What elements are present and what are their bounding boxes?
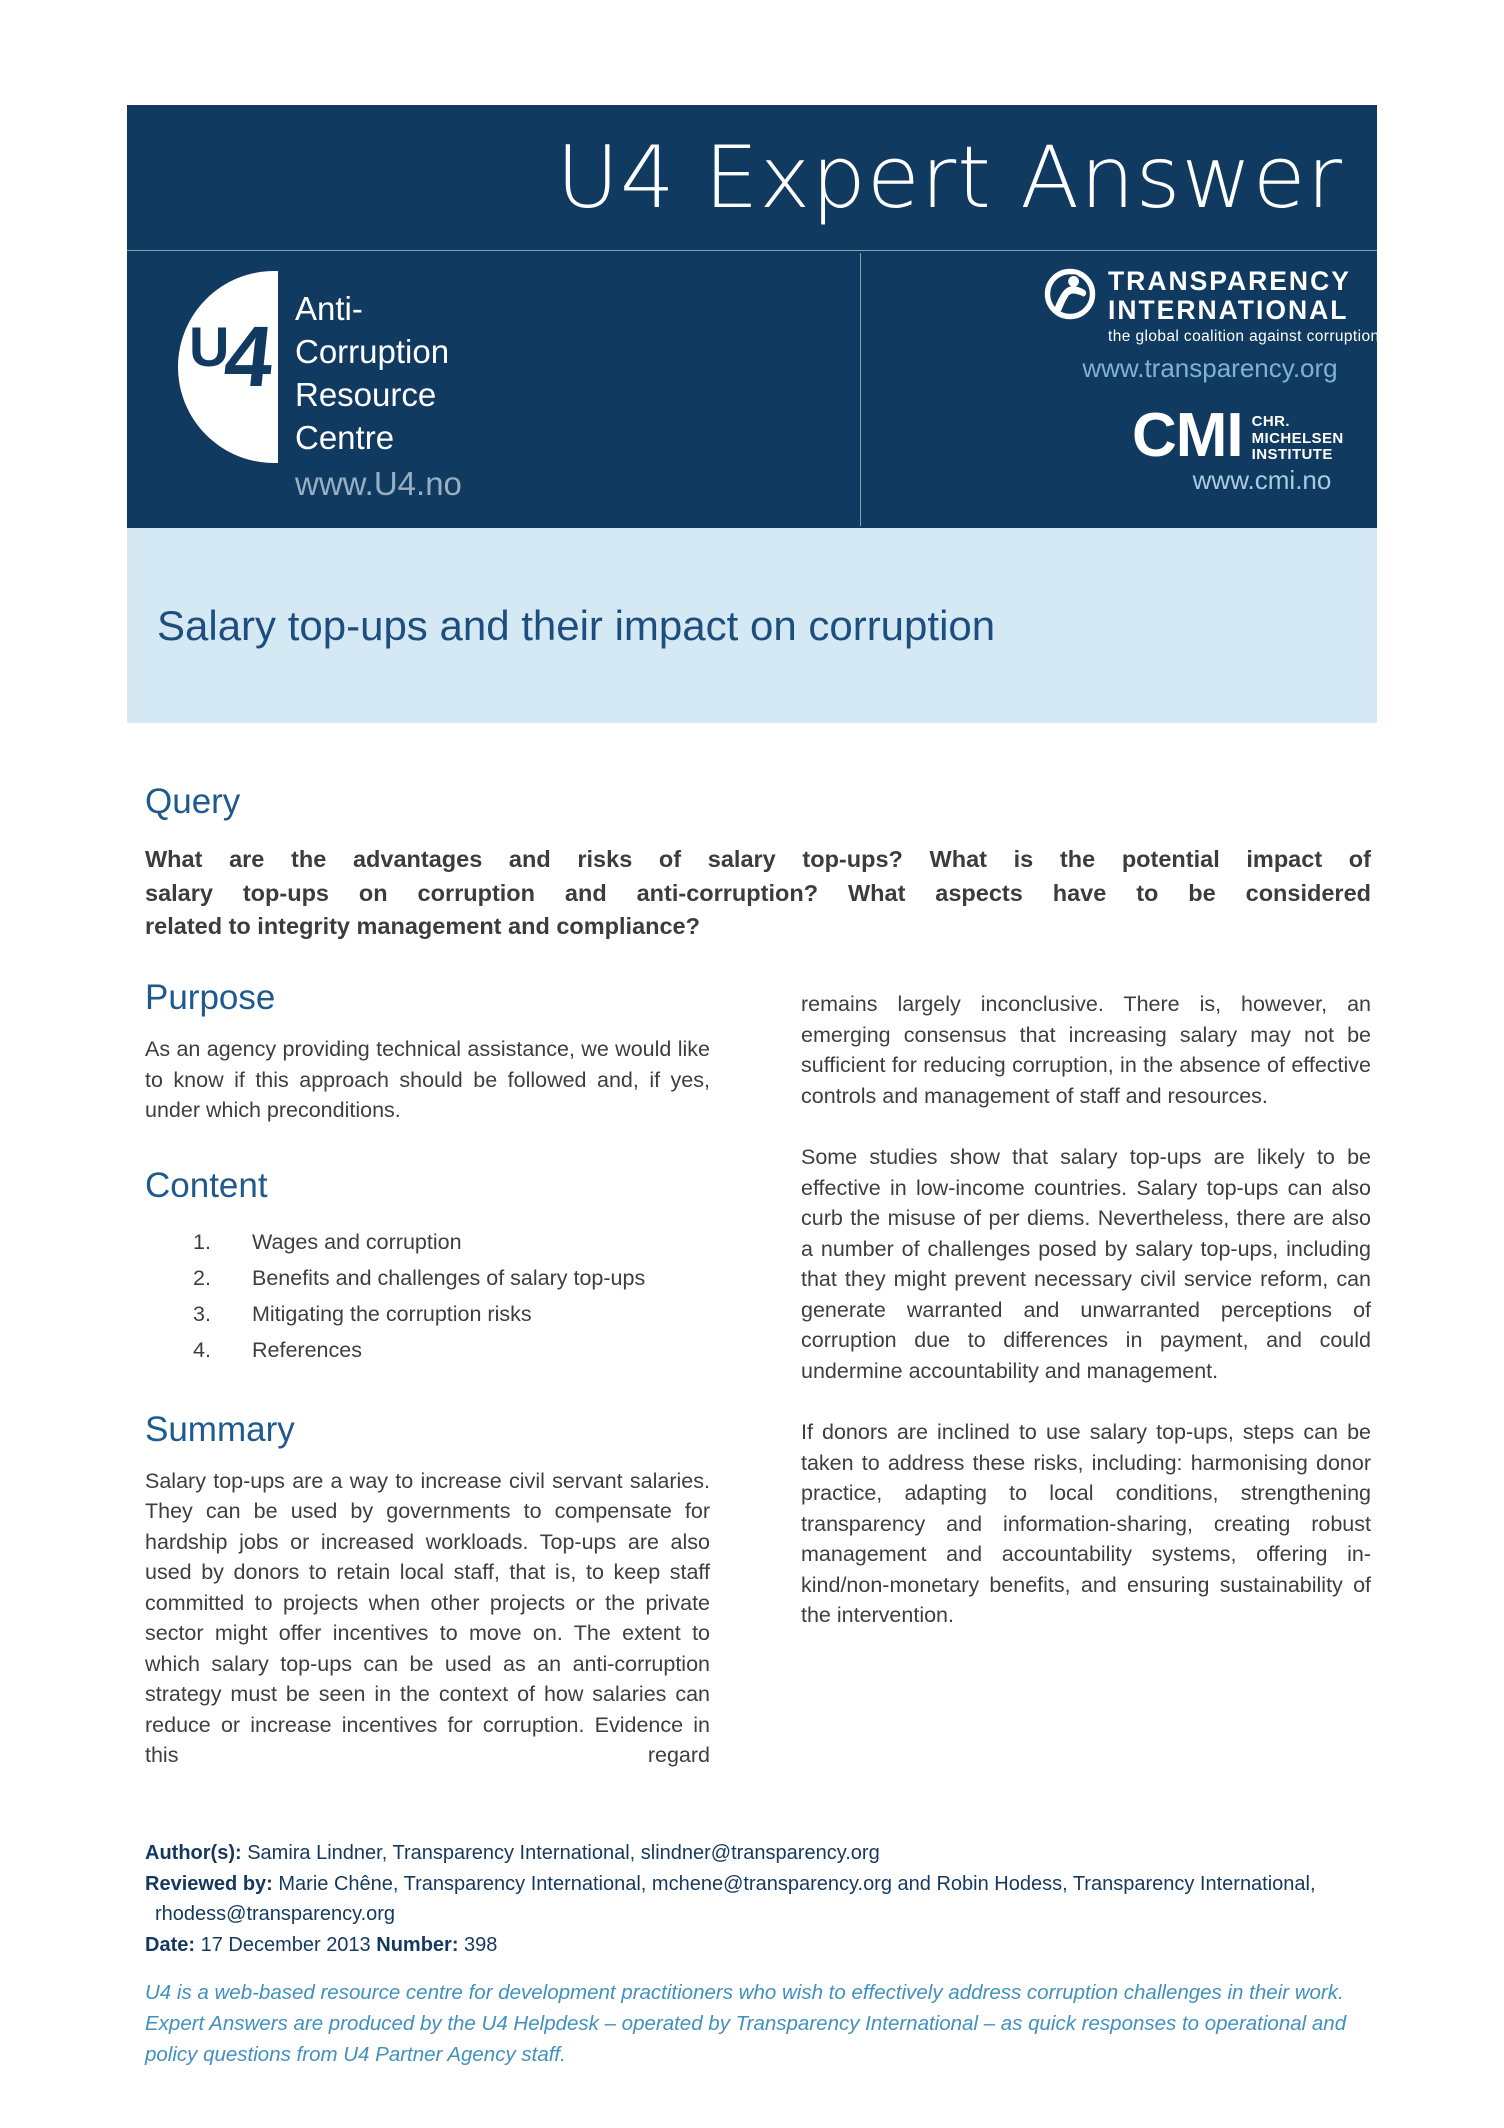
document-title: Salary top-ups and their impact on corruption [157,601,996,649]
list-item [145,1296,710,1332]
u4-logo-wordmark [295,287,462,505]
content-heading: Content [145,1165,268,1205]
date-number-line [145,1930,1375,1961]
list-item [145,1260,710,1296]
author-line [145,1838,1375,1869]
u4-logo-monogram [189,309,279,405]
list-item-label: References [252,1337,362,1362]
author-value: Samira Lindner, Transparency International, slindner@transparency.org [241,1842,880,1864]
content-list [145,1224,710,1368]
left-column [145,976,710,1771]
u4-word-line: Corruption [295,333,450,370]
list-item [145,1332,710,1368]
cmi-name-line: MICHELSEN [1251,429,1344,447]
list-item-number: 2. [193,1265,211,1290]
ti-wordmark-line: INTERNATIONAL [1108,295,1349,325]
right-column [801,976,1371,1771]
summary-text: Salary top-ups are a way to increase civil servant salaries. They can be used by governments to compensate for hardship jobs or increased workloads. Top-ups are also used by donors to retain local staff, that is, to keep staff committed to projects when other projects or the private sector might offer incentives to move on. The extent to which salary top-ups can be used as an anti-corruption strategy must be seen in the context of how salaries can reduce or increase incentives for corruption. Evidence in this regard [145,1468,710,1767]
reviewed-value: Marie Chêne, Transparency International, mchene@transparency.org and Robin Hodess, Transparency International, [272,1872,1316,1895]
query-text-line: related to integrity management and compliance? [145,913,700,939]
cmi-logo [1132,401,1344,470]
transparency-international-logo [1043,267,1380,346]
date-value: 17 December 2013 [195,1934,377,1957]
ti-tagline: the global coalition against corruption [1108,328,1380,345]
u4-monogram-4: 4 [220,309,279,405]
author-block [145,1838,1375,1961]
u4-monogram-u: U [189,315,230,378]
author-label: Author(s): [145,1842,242,1864]
list-item-number: 4. [193,1337,211,1362]
cmi-name-line: INSTITUTE [1251,446,1333,463]
cmi-url: www.cmi.no [1192,465,1332,495]
ti-wordmark [1108,267,1380,346]
masthead-title: U4 Expert Answer [556,127,1343,228]
purpose-text: As an agency providing technical assistance, we would like to know if this approach should be followed and, if yes, under which preconditions. [145,1037,710,1122]
reviewed-line [145,1869,1375,1900]
query-heading: Query [145,782,241,821]
list-item-label: Benefits and challenges of salary top-ups [252,1265,646,1290]
list-item-label: Wages and corruption [252,1229,462,1254]
list-item-label: Mitigating the corruption risks [252,1301,532,1326]
answer-paragraph: If donors are inclined to use salary top-ups, steps can be taken to address these risks, including: harmonising donor practice, adapting to local conditions, strengthening transparency and information-sharing, creating robust management and accountability systems, offering in-kind/non-monetary benefits, and ensuring sustainability of the intervention. [801,1420,1371,1627]
summary-heading: Summary [145,1409,295,1449]
logo-band-divider [860,253,861,526]
u4-url: www.U4.no [295,465,462,502]
u4-word-line: Centre [295,419,395,456]
ti-person-icon [1043,267,1097,321]
reviewed-label: Reviewed by: [145,1872,273,1895]
cmi-institute-name [1252,414,1344,464]
ti-wordmark-line: TRANSPARENCY [1108,266,1351,296]
two-column-body [145,976,1371,1771]
reviewed-continuation-line: rhodess@transparency.org [155,1903,396,1926]
ti-url: www.transparency.org [1082,353,1338,383]
list-item-number: 1. [193,1229,211,1254]
cmi-abbr: CMI [1132,401,1243,470]
query-text-line: What are the advantages and risks of salary top-ups? What is the potential impact of [145,846,1371,872]
date-label: Date: [145,1934,196,1957]
u4-word-line: Resource [295,376,437,413]
list-item [145,1224,710,1260]
answer-paragraph: Some studies show that salary top-ups are likely to be effective in low-income countries. Salary top-ups can also curb the misuse of per diems. Nevertheless, there are also a number of challenges posed by salary top-ups, including that they might prevent necessary civil service reform, can generate warranted and unwarranted perceptions of corruption due to differences in payment, and could undermine accountability and management. [801,1145,1371,1383]
masthead-band [127,105,1377,251]
document-header [127,105,1380,723]
logo-band [127,251,1380,528]
document-title-bar [127,528,1377,723]
number-value: 398 [458,1934,498,1957]
query-text [145,843,1371,944]
purpose-heading: Purpose [145,978,276,1017]
list-item-number: 3. [193,1301,211,1326]
u4-word-line: Anti- [295,290,363,327]
number-label: Number: [376,1934,459,1957]
legal-note: U4 is a web-based resource centre for development practitioners who wish to effectively address corruption challenges in their work. Expert Answers are produced by the U4 Helpdesk – operated by Transparency International – as quick responses to operational and policy questions from U4 Partner Agency staff. [145,1981,1347,2066]
query-text-line: salary top-ups on corruption and anti-corruption? What aspects have to be considered [145,879,1371,906]
cmi-name-line: CHR. [1251,413,1290,430]
answer-paragraph: remains largely inconclusive. There is, however, an emerging consensus that increasing salary may not be sufficient for reducing corruption, in the absence of effective controls and management of staff and resources. [801,992,1371,1108]
